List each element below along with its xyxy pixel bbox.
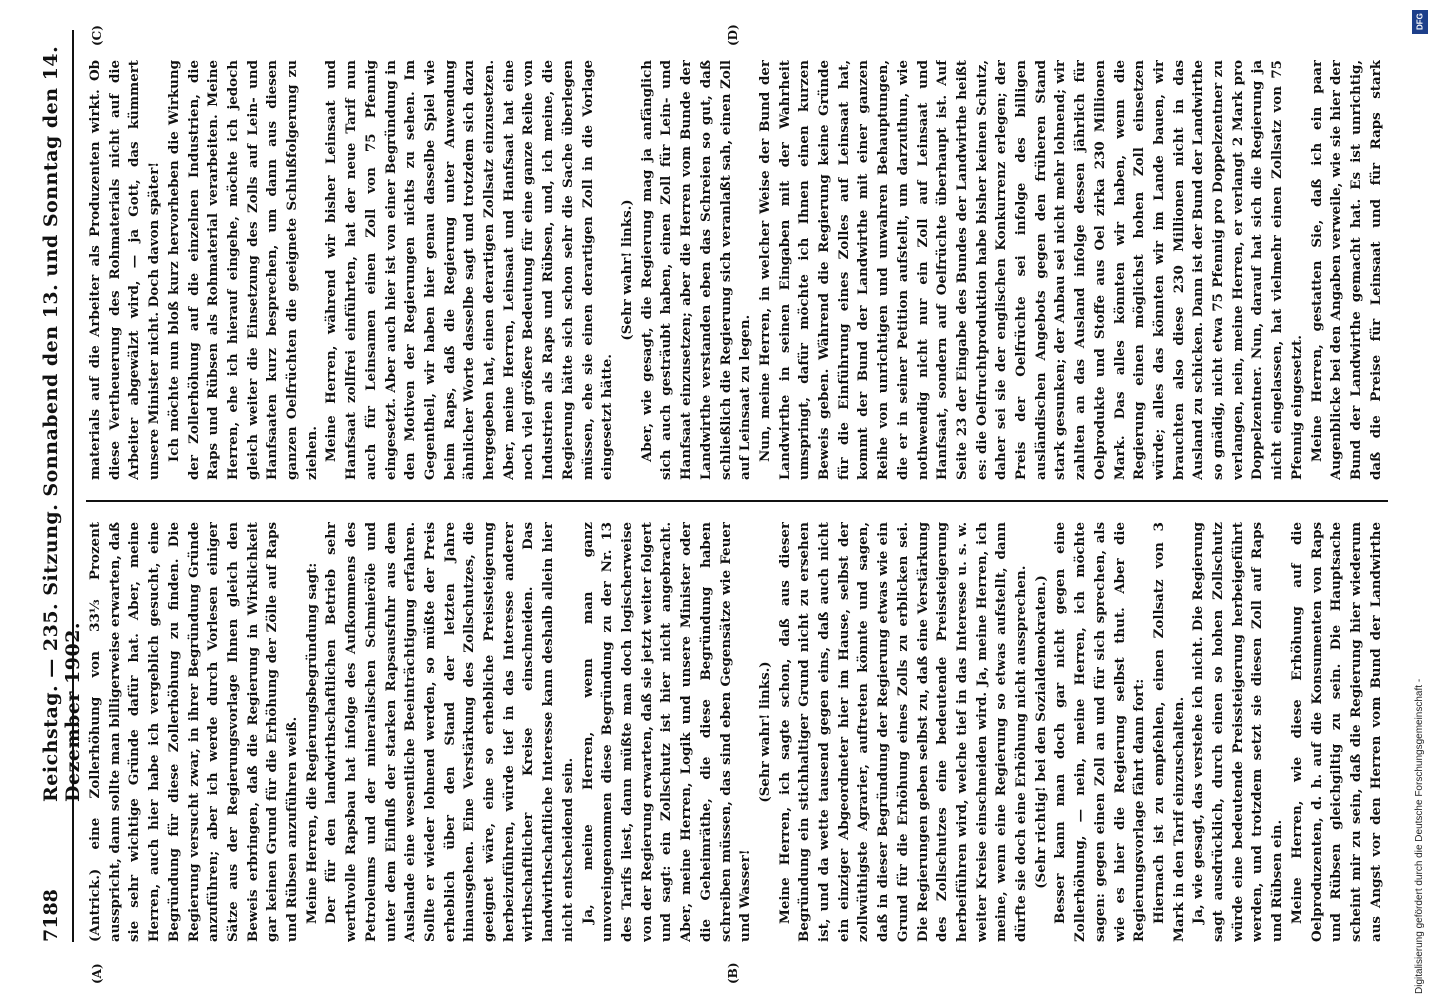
dfg-logo: DFG <box>1412 10 1428 34</box>
margin-marker-c: (C) <box>90 25 104 46</box>
paragraph: Meine Herren, die Regierungsbegründung sagt: <box>303 562 320 924</box>
paragraph: Meine Herren, wie diese Erhöhung auf die Oelproduzenten, d. h. auf die Konsumenten von Raps und Rübsen gleichgiltig zu sein. Die Hauptsache scheint mir zu sein, daß die Regierung hier wiederum aus Angst vor den Herren vom Bund der Landwirthe <box>1288 522 1384 942</box>
paragraph: Besser kann man doch gar nicht gegen eine Zollerhöhung, — nein, meine Herren, ich möchte sagen: gegen einen Zoll an und für sich sprechen, als wie es hier die Regierung selbst thut. Aber die Regierungsvorlage fährt dann fort: <box>1052 522 1148 942</box>
paragraph: Ja, meine Herren, wenn man ganz unvoreingenommen diese Begründung zu der Nr. 13 des Tarifs liest, dann müßte man doch logischerweise von der Regierung erwarten, daß sie jetzt weiter folgert und sagt: ein Zollschutz ist hier nicht angebracht. Aber, meine Herren, Logik und unsere Minister oder die Geheimräthe, die diese Begründung haben schreiben müssen, das sind eben Gegensätze wie Feuer und Wasser! <box>579 522 754 942</box>
funding-watermark <box>1410 6 1432 996</box>
margin-marker-a: (A) <box>90 963 104 984</box>
quote-paragraph: Hiernach ist zu empfehlen, einen Zollsatz von 3 Mark in den Tarif einzuschalten. <box>1150 522 1187 942</box>
interjection: (Sehr richtig! bei den Sozialdemokraten.) <box>1032 575 1049 889</box>
paragraph: Meine Herren, ich sagte schon, daß aus dieser Begründung ein stichhaltiger Grund nicht zu ersehen ist, und da wette tausend gegen eins, daß auch nicht ein einziger Abgeordneter hier im Hause, selbst der zollwüthigste Agrarier, auftreten könnte und sagen, daß in dieser Begründung der Regierung etwas wie ein Grund für die Erhöhung eines Zolls zu erblicken sei. Die Regierungen geben selbst zu, daß eine Verstärkung des Zollschutzes eine bedeutende Preissteigerung herbeiführen wird, welche tief in das Interesse u. s. w. weiter Kreise einschneiden wird. Ja, meine Herren, ich meine, wenn eine Regierung so etwas aufstellt, dann dürfte sie doch eine Erhöhung nicht aussprechen. <box>776 522 1030 942</box>
margin-marker-b: (B) <box>726 962 740 984</box>
page-body <box>86 24 1388 984</box>
left-column <box>86 522 1388 942</box>
paragraph: Meine Herren, gestatten Sie, daß ich ein paar Augenblicke bei den Angaben verweile, wie sie hier der Bund der Landwirthe gemacht hat. Es ist unrichtig, daß die Preise für Leinsaat und für Raps stark <box>1308 60 1384 480</box>
page-number: 7188 <box>40 889 62 942</box>
page-header <box>40 30 84 942</box>
paragraph: Ja, wie gesagt, das verstehe ich nicht. Die Regierung sagt ausdrücklich, durch einen so hohen Zollschutz würde eine bedeutende Preissteigerung herbeigeführt werden, und trotzdem setzt sie diesen Zoll auf Raps und Rübsen ein. <box>1190 522 1286 942</box>
paragraph: Ich möchte nun bloß kurz hervorheben die Wirkung der Zollerhöhung auf die einzelnen Industrien, die Raps und Rübsen als Rohmaterial verarbeiten. Meine Herren, ehe ich hierauf eingehe, möchte ich jedoch gleich weiter die Einsetzung des Zolls auf Lein- und Hanfsaaten kurz besprechen, um dann aus diesen ganzen Oelfrüchten die geeignete Schlußfolgerung zu ziehen. <box>165 60 320 480</box>
column-divider <box>86 500 1388 502</box>
right-column <box>86 60 1388 480</box>
page-title: Reichstag. — 235. Sitzung. Sonnabend den 13. und Sonntag den 14. Dezember 1902. <box>40 45 84 802</box>
quote-paragraph: Der für den landwirthschaftlichen Betrieb sehr werthvolle Rapsbau hat infolge des Aufkommens des Petroleums und der mineralischen Schmieröle und unter dem Einfluß der starken Rapsausfuhr aus dem Auslande eine wesentliche Beeinträchtigung erfahren. Sollte er wieder lohnend werden, so müßte der Preis erheblich über den Stand der letzten Jahre hinausgehen. Eine Verstärkung des Zollschutzes, die geeignet wäre, eine so erhebliche Preissteigerung herbeizuführen, würde tief in das Interesse anderer wirthschaftlicher Kreise einschneiden. Das landwirthschaftliche Interesse kann deshalb allein hier nicht entscheidend sein. <box>323 522 576 942</box>
header-rule <box>72 30 74 942</box>
interjection: (Sehr wahr! links.) <box>618 199 635 341</box>
paragraph: materials auf die Arbeiter als Produzenten wirkt. Ob diese Vertheuerung des Rohmaterials nicht auf die Arbeiter abgewälzt wird, — ja Gott, das kümmert unsere Minister nicht. Doch davon später! <box>87 60 163 480</box>
paragraph: (Antrick.) eine Zollerhöhung von 33⅓ Prozent ausspricht, dann sollte man billigerweise erwarten, daß sie sehr wichtige Gründe dafür hat. Aber, meine Herren, auch hier habe ich vergeblich gesucht, eine Begründung für diese Zollerhöhung zu finden. Die Regierung versucht zwar, in ihrer Begründung Gründe anzuführen; aber ich werde durch Vorlesen einiger Sätze aus der Regierungsvorlage Ihnen gleich den Beweis erbringen, daß die Regierung in Wirklichkeit gar keinen Grund für die Erhöhung der Zölle auf Raps und Rübsen anzuführen weiß. <box>87 522 301 942</box>
paragraph: Aber, wie gesagt, die Regierung mag ja anfänglich sich auch gesträubt haben, einen Zoll für Lein- und Hanfsaat einzusetzen; aber die Herren vom Bunde der Landwirthe verstanden eben das Schreien so gut, daß schließlich die Regierung sich veranlaßt sah, einen Zoll auf Leinsaat zu legen. <box>638 60 754 480</box>
watermark-text: Digitalisierung gefördert durch die Deutsche Forschungsgemeinschaft - <box>1414 678 1425 994</box>
paragraph: Nun, meine Herren, in welcher Weise der Bund der Landwirthe in seinen Eingaben mit der Wahrheit umspringt, dafür möchte ich Ihnen einen kurzen Beweis geben. Während die Regierung keine Gründe für die Einführung eines Zolles auf Leinsaat hat, kommt der Bund der Landwirthe mit einer ganzen Reihe von unrichtigen und unwahren Behauptungen, die er in seiner Petition aufstellt, um darzuthun, wie nothwendig nicht nur ein Zoll auf Leinsaat und Hanfsaat, sondern auf Oelfrüchte überhaupt ist. Auf Seite 23 der Eingabe des Bundes der Landwirthe heißt es: die Oelfruchtproduktion habe bisher keinen Schutz, daher sei sie der englischen Konkurrenz erlegen; der Preis der Oelfrüchte sei infolge des billigen ausländischen Angebots gegen den früheren Stand stark gesunken; der Anbau sei nicht mehr lohnend; wir zahlten an das Ausland infolge dessen jährlich für Oelprodukte und Stoffe aus Oel zirka 230 Millionen Mark. Das alles könnten wir haben, wenn die Regierung einen möglichst hohen Zoll einsetzen würde; alles das könnten wir im Lande bauen, wir brauchten also diese 230 Millionen nicht in das Ausland zu schicken. Dann ist der Bund der Landwirthe so gnädig, nicht etwa 75 Pfennig pro Doppelzentner zu verlangen, nein, meine Herren, er verlangt 2 Mark pro Doppelzentner. Nun, darauf hat sich die Regierung ja nicht eingelassen, hat vielmehr einen Zollsatz von 75 Pfennig eingesetzt. <box>756 60 1305 480</box>
paragraph: Meine Herren, während wir bisher Leinsaat und Hanfsaat zollfrei einführten, hat der neue Tarif nun auch für Leinsamen einen Zoll von 75 Pfennig eingesetzt. Aber auch hier ist von einer Begründung in den Motiven der Regierungen nichts zu sehen. Im Gegentheil, wir haben hier genau dasselbe Spiel wie beim Raps, daß die Regierung unter Anwendung ähnlicher Worte dasselbe sagt und trotzdem sich dazu hergegeben hat, einen derartigen Zollsatz einzusetzen. Aber, meine Herren, Leinsaat und Hanfsaat hat eine noch viel größere Bedeutung für eine ganze Reihe von Industrien als Raps und Rübsen, und, ich meine, die Regierung hätte sich schon sehr die Sache überlegen müssen, ehe sie einen derartigen Zoll in die Vorlage eingesetzt hätte. <box>323 60 616 480</box>
interjection: (Sehr wahr! links.) <box>756 661 773 803</box>
margin-marker-d: (D) <box>726 24 740 46</box>
